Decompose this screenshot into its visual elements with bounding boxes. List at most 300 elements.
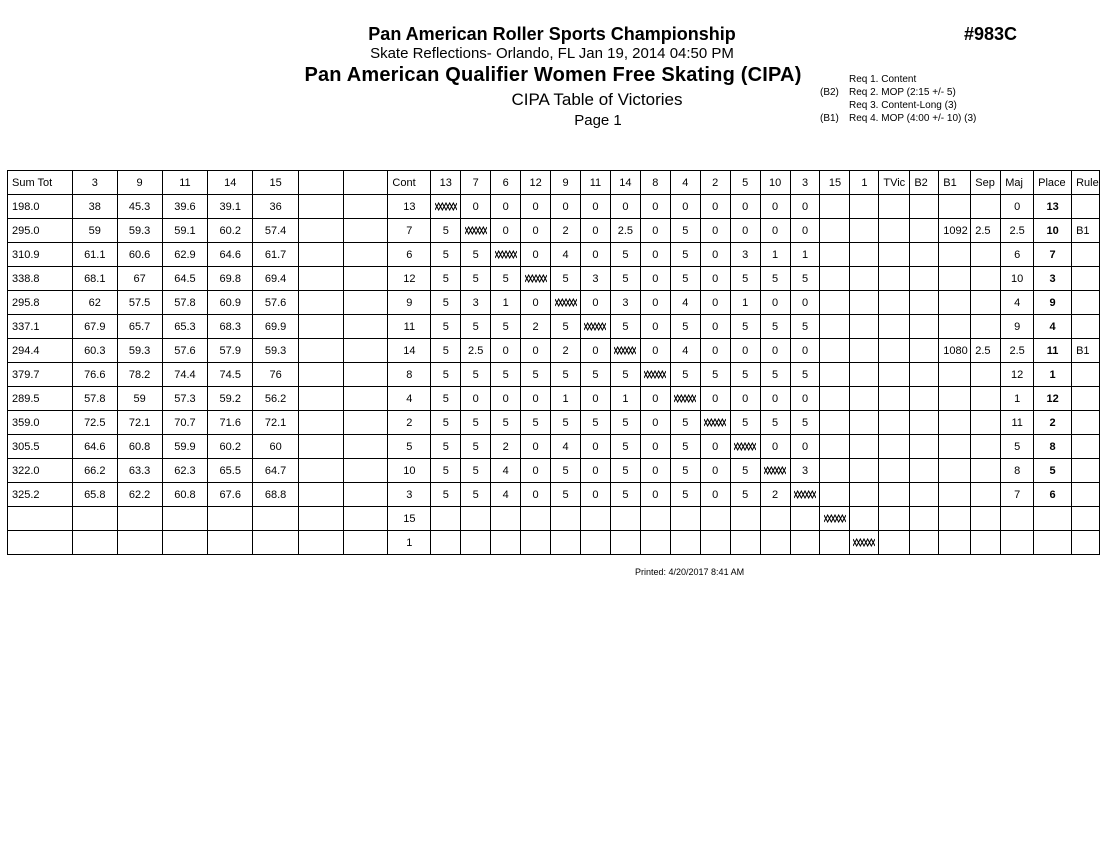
cell-vs-5: 5 [730,267,760,291]
cell-place: 13 [1034,195,1072,219]
cell-judge-15 [253,531,299,555]
cell-vs-3: 5 [790,363,820,387]
header-cell-vs-13: 13 [431,171,461,195]
cell-vs-5: 0 [730,387,760,411]
cell-judge-11: 57.8 [162,291,208,315]
cross-hatch-icon [495,250,517,259]
cell-judge-11: 60.8 [162,483,208,507]
cell-vs-1 [850,435,879,459]
cell-sum-total: 295.0 [8,219,73,243]
cell-vs-15 [820,195,850,219]
requirement-item [820,99,976,112]
cross-hatch-icon [465,226,487,235]
cell-tvic [879,219,910,243]
cell-vs-15 [820,531,850,555]
cell-place: 7 [1034,243,1072,267]
cell-judge-3: 68.1 [72,267,117,291]
cell-vs-5 [730,507,760,531]
cell-vs-2: 0 [700,195,730,219]
cell-sep [971,387,1001,411]
cell-vs-9: 5 [551,411,581,435]
table-row [8,363,1100,387]
cell-contestant: 12 [388,267,431,291]
cell-place: 1 [1034,363,1072,387]
header-cell-blank-b [343,171,388,195]
cell-sep [971,435,1001,459]
cell-vs-7: 3 [461,291,491,315]
cross-hatch-icon [610,339,640,363]
cell-vs-13: 5 [431,339,461,363]
cell-blank-b [343,363,388,387]
cell-vs-9: 5 [551,315,581,339]
cell-b2 [910,387,939,411]
cell-vs-13: 5 [431,291,461,315]
header-cell-tvic: TVic [879,171,910,195]
cell-vs-10: 0 [760,339,790,363]
requirement-text: Req 4. MOP (4:00 +/- 10) (3) [849,113,977,124]
cell-blank-a [299,459,344,483]
cross-hatch-icon [551,291,581,315]
cross-hatch-icon [764,466,786,475]
cell-vs-8: 0 [640,291,670,315]
cell-judge-11 [162,507,208,531]
cross-hatch-icon [640,363,670,387]
cell-vs-2 [700,507,730,531]
cell-b2 [910,339,939,363]
cell-vs-5: 5 [730,411,760,435]
cell-vs-6: 4 [491,459,521,483]
cross-hatch-icon [431,195,461,219]
cell-vs-12: 0 [521,291,551,315]
cell-judge-11: 62.3 [162,459,208,483]
cell-judge-9: 60.8 [117,435,162,459]
cell-vs-15 [820,219,850,243]
cell-vs-12 [521,531,551,555]
cell-sum-total: 359.0 [8,411,73,435]
cell-vs-12: 0 [521,195,551,219]
cell-judge-14: 60.9 [208,291,253,315]
cell-sep [971,531,1001,555]
cell-vs-13: 5 [431,243,461,267]
cell-vs-3: 0 [790,195,820,219]
cell-vs-12: 0 [521,219,551,243]
cell-b2 [910,411,939,435]
cell-blank-b [343,435,388,459]
cell-vs-9: 4 [551,435,581,459]
cross-hatch-icon [670,387,700,411]
cell-vs-4: 4 [670,291,700,315]
cross-hatch-icon [580,315,610,339]
cell-vs-9: 5 [551,267,581,291]
header-cell-b1: B1 [939,171,971,195]
cell-judge-9: 59.3 [117,219,162,243]
cell-tvic [879,435,910,459]
cell-vs-15 [820,483,850,507]
cell-judge-9: 67 [117,267,162,291]
cell-contestant: 1 [388,531,431,555]
cell-sep [971,483,1001,507]
cell-vs-8: 0 [640,459,670,483]
cross-hatch-icon [461,219,491,243]
cell-vs-15 [820,459,850,483]
cell-blank-b [343,483,388,507]
cross-hatch-icon [850,531,879,555]
cell-maj: 12 [1001,363,1034,387]
cell-contestant: 9 [388,291,431,315]
cell-judge-9: 60.6 [117,243,162,267]
cell-vs-7: 5 [461,363,491,387]
cell-judge-14 [208,507,253,531]
header-cell-judge-15: 15 [253,171,299,195]
cross-hatch-icon [555,298,577,307]
cell-rule [1072,267,1100,291]
cell-tvic [879,459,910,483]
requirement-text: Req 3. Content-Long (3) [849,100,957,111]
table-row [8,195,1100,219]
cell-vs-13 [431,531,461,555]
cell-vs-9: 2 [551,339,581,363]
cell-b1 [939,363,971,387]
cell-place: 8 [1034,435,1072,459]
event-title: Pan American Qualifier Women Free Skating (CIPA) [304,64,802,86]
cell-judge-9: 63.3 [117,459,162,483]
cell-sum-total: 198.0 [8,195,73,219]
cell-vs-7: 2.5 [461,339,491,363]
cell-vs-4: 5 [670,411,700,435]
requirement-tag: (B1) [820,113,839,124]
cell-judge-3: 67.9 [72,315,117,339]
cell-judge-14: 68.3 [208,315,253,339]
cell-judge-15: 59.3 [253,339,299,363]
cell-judge-3: 76.6 [72,363,117,387]
cell-b2 [910,291,939,315]
cell-vs-1 [850,219,879,243]
cell-maj: 7 [1001,483,1034,507]
cell-tvic [879,507,910,531]
cell-vs-11: 3 [580,267,610,291]
cell-vs-9: 2 [551,219,581,243]
cell-vs-14: 5 [610,435,640,459]
cell-vs-11: 0 [580,243,610,267]
cell-judge-11: 57.6 [162,339,208,363]
cell-judge-3: 57.8 [72,387,117,411]
cell-vs-6: 5 [491,315,521,339]
header-cell-contestant: Cont [388,171,431,195]
cell-contestant: 8 [388,363,431,387]
cell-tvic [879,243,910,267]
requirement-item [820,112,976,125]
cell-vs-10: 5 [760,315,790,339]
header-cell-judge-9: 9 [117,171,162,195]
cell-maj: 9 [1001,315,1034,339]
cell-vs-10: 0 [760,291,790,315]
cell-judge-9 [117,531,162,555]
printed-timestamp: Printed: 4/20/2017 8:41 AM [635,567,745,577]
cell-judge-15: 64.7 [253,459,299,483]
cell-vs-12: 0 [521,339,551,363]
cell-sep [971,315,1001,339]
cell-vs-2: 0 [700,339,730,363]
cell-blank-b [343,387,388,411]
cell-vs-13: 5 [431,411,461,435]
cell-vs-15 [820,291,850,315]
cell-contestant: 11 [388,315,431,339]
report-number: #983C [964,24,1018,44]
cell-vs-11: 0 [580,387,610,411]
cell-place: 11 [1034,339,1072,363]
cell-b1 [939,531,971,555]
cell-vs-1 [850,483,879,507]
cell-vs-10: 0 [760,435,790,459]
cell-vs-13: 5 [431,435,461,459]
cell-rule: B1 [1072,339,1100,363]
cell-vs-13: 5 [431,483,461,507]
header-cell-sum-total: Sum Tot [8,171,73,195]
cell-b2 [910,363,939,387]
header-cell-vs-4: 4 [670,171,700,195]
cell-contestant: 14 [388,339,431,363]
cell-vs-3: 0 [790,291,820,315]
cell-vs-15 [820,435,850,459]
cell-sum-total [8,507,73,531]
cell-vs-9: 4 [551,243,581,267]
cell-vs-6: 2 [491,435,521,459]
header-cell-judge-11: 11 [162,171,208,195]
cell-vs-11: 0 [580,459,610,483]
cell-place [1034,531,1072,555]
table-row [8,531,1100,555]
cell-vs-4: 4 [670,339,700,363]
cell-judge-15: 72.1 [253,411,299,435]
cell-judge-3: 62 [72,291,117,315]
cell-place: 9 [1034,291,1072,315]
cell-sep [971,291,1001,315]
cell-vs-7: 0 [461,387,491,411]
requirement-text: Req 1. Content [849,74,917,85]
cell-blank-a [299,195,344,219]
cell-judge-15: 69.4 [253,267,299,291]
cell-vs-8 [640,531,670,555]
cell-blank-b [343,339,388,363]
cell-vs-7: 5 [461,411,491,435]
cell-judge-15: 60 [253,435,299,459]
cell-tvic [879,315,910,339]
cell-vs-10: 2 [760,483,790,507]
cell-judge-14: 65.5 [208,459,253,483]
cross-hatch-icon [614,346,636,355]
cell-b1: 1080 [939,339,971,363]
table-row [8,483,1100,507]
location-date: Skate Reflections- Orlando, FL Jan 19, 2014 04:50 PM [370,45,734,62]
cell-blank-a [299,291,344,315]
cell-vs-4: 5 [670,267,700,291]
cell-judge-14: 69.8 [208,267,253,291]
cell-vs-2: 0 [700,243,730,267]
cell-vs-14: 5 [610,459,640,483]
cell-vs-5: 5 [730,315,760,339]
cell-judge-11: 70.7 [162,411,208,435]
cross-hatch-icon [760,459,790,483]
cell-blank-a [299,315,344,339]
table-row [8,411,1100,435]
cell-judge-9: 62.2 [117,483,162,507]
cross-hatch-icon [730,435,760,459]
cell-b2 [910,243,939,267]
cell-sum-total: 295.8 [8,291,73,315]
header-cell-vs-3: 3 [790,171,820,195]
cell-judge-11: 65.3 [162,315,208,339]
cell-judge-3 [72,507,117,531]
cell-blank-a [299,531,344,555]
cell-sep [971,507,1001,531]
cell-vs-2: 0 [700,291,730,315]
cell-vs-14: 2.5 [610,219,640,243]
cell-blank-a [299,411,344,435]
cell-rule [1072,243,1100,267]
cell-vs-10: 0 [760,219,790,243]
header-cell-place: Place [1034,171,1072,195]
cell-vs-6: 0 [491,387,521,411]
cell-judge-14: 39.1 [208,195,253,219]
cell-maj: 5 [1001,435,1034,459]
cross-hatch-icon [734,442,756,451]
cell-blank-b [343,195,388,219]
cell-rule [1072,507,1100,531]
cell-vs-7: 5 [461,483,491,507]
cell-vs-9: 0 [551,195,581,219]
cell-vs-1 [850,267,879,291]
cell-vs-7: 5 [461,435,491,459]
cell-vs-6: 5 [491,267,521,291]
cell-vs-2: 5 [700,363,730,387]
cell-vs-8: 0 [640,243,670,267]
cell-maj: 2.5 [1001,339,1034,363]
cross-hatch-icon [435,202,457,211]
cell-tvic [879,339,910,363]
cell-vs-12: 5 [521,363,551,387]
table-row [8,507,1100,531]
cell-vs-11 [580,507,610,531]
cell-vs-6: 5 [491,363,521,387]
table-row [8,339,1100,363]
header-cell-rule: Rule [1072,171,1100,195]
cell-sum-total: 289.5 [8,387,73,411]
cross-hatch-icon [794,490,816,499]
cell-vs-9: 5 [551,459,581,483]
cell-b2 [910,195,939,219]
cell-maj: 4 [1001,291,1034,315]
cell-vs-15 [820,411,850,435]
cell-vs-4 [670,507,700,531]
cell-vs-13: 5 [431,363,461,387]
header-cell-b2: B2 [910,171,939,195]
cell-judge-11: 39.6 [162,195,208,219]
cell-vs-10: 0 [760,387,790,411]
cell-vs-11: 0 [580,219,610,243]
cell-blank-a [299,267,344,291]
cell-vs-14: 5 [610,411,640,435]
cell-sum-total: 294.4 [8,339,73,363]
cell-vs-13: 5 [431,219,461,243]
cell-vs-11: 5 [580,411,610,435]
cell-judge-11: 74.4 [162,363,208,387]
cell-maj: 6 [1001,243,1034,267]
cell-vs-13: 5 [431,459,461,483]
cell-vs-3: 5 [790,267,820,291]
cell-vs-14 [610,531,640,555]
cell-b2 [910,459,939,483]
cell-blank-b [343,291,388,315]
cell-vs-10: 5 [760,267,790,291]
header-cell-vs-2: 2 [700,171,730,195]
cell-sep: 2.5 [971,219,1001,243]
cell-rule [1072,531,1100,555]
cell-b1 [939,387,971,411]
requirement-text: Req 2. MOP (2:15 +/- 5) [849,87,956,98]
header-cell-blank-a [299,171,344,195]
cell-vs-12: 0 [521,483,551,507]
cell-maj: 2.5 [1001,219,1034,243]
cell-place [1034,507,1072,531]
cross-hatch-icon [790,483,820,507]
cell-place: 4 [1034,315,1072,339]
cell-judge-3: 66.2 [72,459,117,483]
cell-vs-5: 0 [730,339,760,363]
cross-hatch-icon [521,267,551,291]
requirement-tag [820,73,849,86]
cell-vs-13: 5 [431,267,461,291]
cell-vs-4: 5 [670,483,700,507]
cell-blank-a [299,507,344,531]
cell-vs-7: 5 [461,459,491,483]
cell-blank-a [299,219,344,243]
cell-vs-10 [760,507,790,531]
header-cell-judge-14: 14 [208,171,253,195]
cell-judge-14: 64.6 [208,243,253,267]
cell-vs-14 [610,507,640,531]
cell-contestant: 4 [388,387,431,411]
cell-vs-12: 0 [521,243,551,267]
cell-vs-14: 1 [610,387,640,411]
cell-sep [971,363,1001,387]
requirement-tag [820,99,849,112]
cell-vs-1 [850,411,879,435]
cell-vs-14: 5 [610,267,640,291]
cell-vs-4: 5 [670,315,700,339]
cell-rule [1072,483,1100,507]
cell-vs-5: 5 [730,363,760,387]
cell-blank-b [343,267,388,291]
cell-sum-total: 338.8 [8,267,73,291]
cell-blank-b [343,411,388,435]
header-cell-vs-5: 5 [730,171,760,195]
cell-b1 [939,507,971,531]
cell-vs-2: 0 [700,435,730,459]
cell-judge-15: 61.7 [253,243,299,267]
cell-vs-11: 5 [580,363,610,387]
cell-vs-12: 2 [521,315,551,339]
cross-hatch-icon [704,418,726,427]
cell-judge-11: 62.9 [162,243,208,267]
cell-judge-9: 59.3 [117,339,162,363]
cell-vs-12: 0 [521,435,551,459]
cell-rule [1072,459,1100,483]
cell-blank-b [343,459,388,483]
cell-judge-15: 69.9 [253,315,299,339]
cell-vs-3 [790,507,820,531]
cell-vs-11: 0 [580,291,610,315]
cell-vs-6 [491,531,521,555]
